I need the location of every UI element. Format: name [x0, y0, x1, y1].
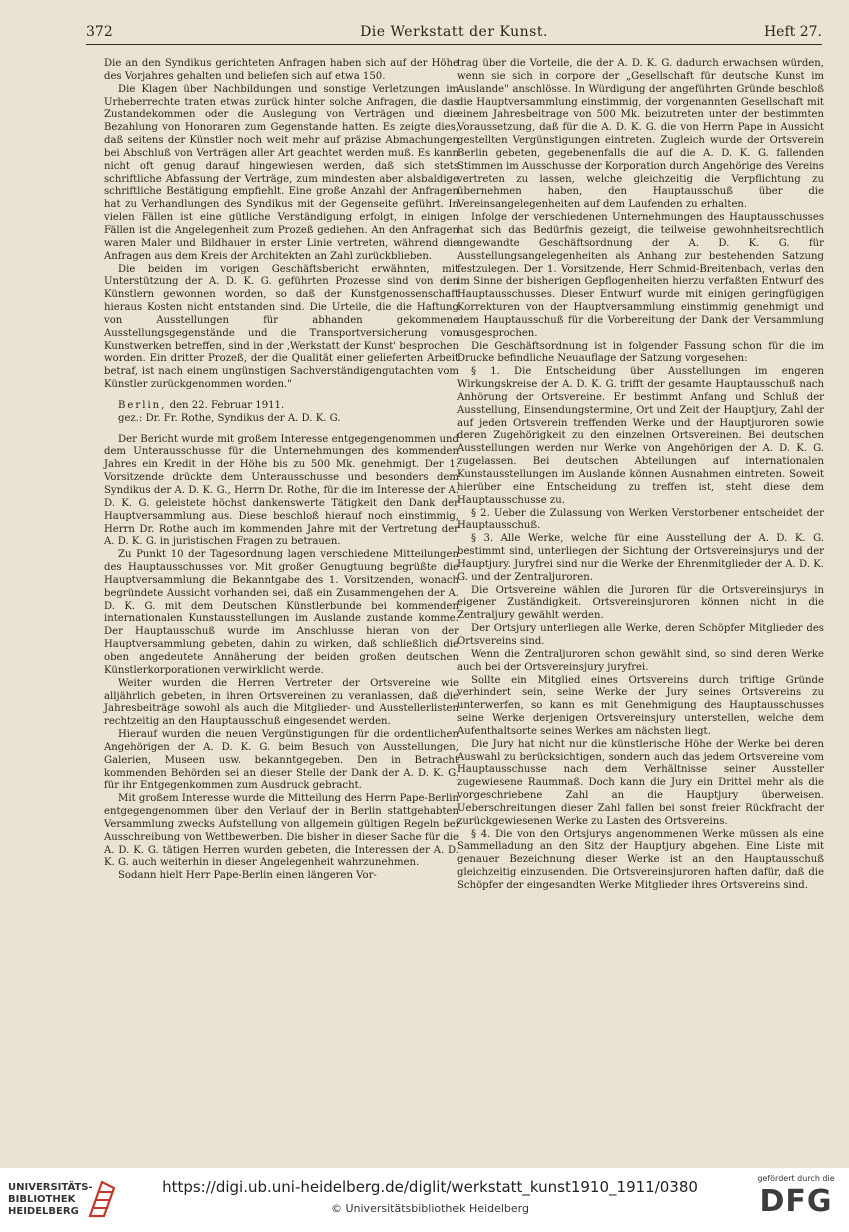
paragraph: Sollte ein Mitglied eines Ortsvereins durch triftige Gründe verhindert sein, seine Werke der Jury seines Ortsvereins zu unterwerfen, so kann es mit Genehmigung des Hauptausschusses seine Werke derjenigen Ortsvereinsjury unterstellen, welche dem Aufenthaltsorte seines Werkes am nächsten liegt. [457, 674, 824, 737]
paragraph: Zu Punkt 10 der Tagesordnung lagen verschiedene Mitteilungen des Hauptausschusses vor. Mit großer Genugtuung begrüßte die Hauptversammlung die Bekanntgabe des 1. Vorsitzenden, wonach begründete Aussicht vorhanden sei, daß ein Zusammengehen der A. D. K. G. mit dem Deutschen Künstlerbunde bei kommenden internationalen Kunstausstellungen im Auslande zustande komme. Der Hauptausschuß wurde im Anschlusse hieran von der Hauptversammlung gebeten, dahin zu wirken, daß schließlich die oben angedeutete Annäherung der beiden großen deutschen Künstlerkorporationen verwirklicht werde. [104, 549, 459, 676]
copyright-notice: © Universitätsbibliothek Heidelberg [330, 1202, 529, 1215]
permalink-url[interactable]: https://digi.ub.uni-heidelberg.de/diglit/werkstatt_kunst1910_1911/0380 [162, 1178, 698, 1196]
right-column [457, 58, 824, 893]
paragraph: Die Klagen über Nachbildungen und sonstige Verletzungen im Urheberrechte traten etwas zurück hinter solche Anfragen, die das Zustandekommen oder die Auslegung von Verträgen und die Bezahlung von Honoraren zum Gegenstande hatten. Es zeigte dies, daß seitens der Künstler noch weit mehr auf präzise Abmachungen bei Abschluß von Verträgen aller Art geachtet werden muß. Es kann nicht oft genug darauf hingewiesen werden, daß sich stets schriftliche Abfassung der Verträge, zum mindesten aber alsbaldige schriftliche Bestätigung empfiehlt. Eine große Anzahl der Anfragen hat zu Verhandlungen des Syndikus mit der Gegenseite geführt. In vielen Fällen ist eine gütliche Verständigung erfolgt, in einigen Fällen ist die Angelegenheit zum Prozeß gediehen. An den Anfragen waren Maler und Bildhauer in erster Linie vertreten, während die Anfragen aus dem Kreis der Architekten an Zahl zurückblieben. [104, 83, 459, 262]
page-header [86, 22, 822, 45]
paragraph: § 4. Die von den Ortsjurys angenommenen Werke müssen als eine Sammelladung an den Sitz der Hauptjury abgehen. Eine Liste mit genauer Bezeichnung dieser Werke ist an den Hauptausschuß gleichzeitig einzusenden. Die Ortsvereinsjuroren haften dafür, daß die Schöpfer der eingesandten Werke Mitglieder ihres Ortsvereins sind. [457, 828, 824, 891]
library-emblem-icon [84, 1178, 118, 1220]
library-name-line: BIBLIOTHEK [8, 1194, 76, 1205]
signature-line: gez.: Dr. Fr. Rothe, Syndikus der A. D. K. G. [118, 412, 341, 424]
page-number: 372 [86, 24, 113, 40]
paragraph: Der Bericht wurde mit großem Interesse entgegengenommen und dem Unterausschusse für die Unternehmungen des kommenden Jahres ein Kredit in der Höhe bis zu 500 Mk. genehmigt. Der 1. Vorsitzende drückte dem Unterausschusse und besonders dem Syndikus der A. D. K. G., Herrn Dr. Rothe, für die im Interesse der A. D. K. G. geleistete höchst dankenswerte Tätigkeit den Dank der Hauptversammlung aus. Diese beschloß hierauf noch einstimmig, Herrn Dr. Rothe auch im kommenden Jahre mit der Vertretung der A. D. K. G. in juristischen Fragen zu betrauen. [104, 433, 459, 548]
issue-number: Heft 27. [763, 24, 822, 40]
left-column [104, 58, 459, 883]
library-name-line: HEIDELBERG [8, 1206, 79, 1217]
paragraph: Die Ortsvereine wählen die Juroren für die Ortsvereinsjurys in eigener Zuständigkeit. Ortsvereinsjuroren können nicht in die Zentraljury gewählt werden. [457, 584, 824, 622]
date-text: den 22. Februar 1911. [169, 399, 285, 411]
paragraph: Infolge der verschiedenen Unternehmungen des Hauptausschusses hat sich das Bedürfnis gezeigt, die teilweise gewohnheitsrechtlich angewandte Geschäftsordnung der A. D. K. G. für Ausstellungsangelegenheiten als Anhang zur bestehenden Satzung festzulegen. Der 1. Vorsitzende, Herr Schmid-Breitenbach, verlas den im Sinne der bisherigen Gepflogenheiten hierzu verfaßten Entwurf des Hauptausschusses. Dieser Entwurf wurde mit einigen geringfügigen Korrekturen von der Hauptversammlung einstimmig genehmigt und dem Hauptausschuß für die Vorbereitung der Dank der Versammlung ausgesprochen. [457, 212, 824, 339]
paragraph: Mit großem Interesse wurde die Mitteilung des Herrn Pape-Berlin entgegengenommen über den Verlauf der in Berlin stattgehabten Versammlung zwecks Aufstellung von allgemein gültigen Regeln bei Ausschreibung von Wettbewerben. Die bisher in dieser Sache für die A. D. K. G. tätigen Herren wurden gebeten, die Interessen der A. D. K. G. auch weiterhin in dieser Angelegenheit wahrzunehmen. [104, 793, 459, 869]
viewer-footer [0, 1168, 849, 1232]
paragraph: Die beiden im vorigen Geschäftsbericht erwähnten, mit Unterstützung der A. D. K. G. geführten Prozesse sind von den Künstlern gewonnen worden, so daß der Kunstgenossenschaft hieraus Kosten nicht entstanden sind. Die Urteile, die die Haftung von Ausstellungen für abhanden gekommene Ausstellungsgegenstände und die Transportversicherung von Kunstwerken betreffen, sind in der ‚Werkstatt der Kunst' besprochen worden. Ein dritter Prozeß, der die Qualität einer gelieferten Arbeit betraf, ist nach einem ungünstigen Sachverständigengutachten vom Künstler zurückgenommen worden." [104, 263, 459, 391]
dfg-logo: DFG [759, 1184, 833, 1219]
paragraph: Hierauf wurden die neuen Vergünstigungen für die ordentlichen Angehörigen der A. D. K. G. beim Besuch von Ausstellungen, Galerien, Museen usw. bekanntgegeben. Den in Betracht kommenden Behörden sei an dieser Stelle der Dank der A. D. K. G. für ihr Entgegenkommen zum Ausdruck gebracht. [104, 729, 459, 792]
paragraph: Die Jury hat nicht nur die künstlerische Höhe der Werke bei deren Auswahl zu berücksichtigen, sondern auch das jedem Ortsvereine vom Hauptausschusse nach dem Verhältnisse seiner Aussteller zugewiesene Raummaß. Doch kann die Jury ein Drittel mehr als die vorgeschriebene Zahl an die Hauptjury überweisen. Ueberschreitungen dieser Zahl fallen bei sonst freier Rückfracht der zurückgewiesenen Werke zu Lasten des Ortsvereins. [457, 738, 824, 827]
paragraph: Wenn die Zentraljuroren schon gewählt sind, so sind deren Werke auch bei der Ortsvereinsjury juryfrei. [457, 648, 824, 673]
paragraph: trag über die Vorteile, die der A. D. K. G. dadurch erwachsen würden, wenn sie sich in corpore der „Gesellschaft für deutsche Kunst im Auslande" anschlösse. In Würdigung der angeführten Gründe beschloß die Hauptversammlung einstimmig, der vorgenannten Gesellschaft mit einem Jahresbeitrage von 500 Mk. beizutreten unter der bestimmten Voraussetzung, daß für die A. D. K. G. die von Herrn Pape in Aussicht gestellten Vergünstigungen eintreten. Zugleich wurde der Ortsverein Berlin gebeten, gegebenenfalls die auf die A. D. K. G. fallenden Stimmen im Ausschusse der Korporation durch Angehörige des Vereins vertreten zu lassen, welche gleichzeitig die Verpflichtung zu übernehmen haben, den Hauptausschuß über die Vereinsangelegenheiten auf dem Laufenden zu erhalten. [457, 58, 824, 211]
paragraph: Sodann hielt Herr Pape-Berlin einen längeren Vor- [118, 870, 377, 882]
date-line [104, 400, 459, 413]
paragraph: § 3. Alle Werke, welche für eine Ausstellung der A. D. K. G. bestimmt sind, unterliegen der Sichtung der Ortsvereinsjurys und der Hauptjury. Juryfrei sind nur die Werke der Ehrenmitglieder der A. D. K. G. und der Zentraljuroren. [457, 533, 824, 583]
funder-caption: gefördert durch die [757, 1174, 835, 1183]
running-title: Die Werkstatt der Kunst. [360, 24, 548, 40]
paragraph: § 2. Ueber die Zulassung von Werken Verstorbener entscheidet der Hauptausschuß. [457, 507, 824, 532]
library-name-line: UNIVERSITÄTS- [8, 1182, 93, 1193]
date-place: Berlin, [118, 399, 167, 411]
library-logo[interactable] [8, 1182, 93, 1218]
paragraph: Die Geschäftsordnung ist in folgender Fassung schon für die im Drucke befindliche Neuauflage der Satzung vorgesehen: [457, 340, 824, 365]
paragraph: Die an den Syndikus gerichteten Anfragen haben sich auf der Höhe des Vorjahres gehalten und beliefen sich auf etwa 150. [104, 58, 459, 82]
paragraph: Der Ortsjury unterliegen alle Werke, deren Schöpfer Mitglieder des Ortsvereins sind. [457, 623, 824, 647]
paragraph: § 1. Die Entscheidung über Ausstellungen im engeren Wirkungskreise der A. D. K. G. trifft der gesamte Hauptausschuß nach Anhörung der Ortsvereine. Er bestimmt Anfang und Schluß der Ausstellung, Einsendungstermine, Ort und Zeit der Hauptjury, Zahl der auf jeden Ortsverein treffenden Werke und der Hauptjuroren sowie deren Zugehörigkeit zu den einzelnen Ortsvereinen. Bei deutschen Ausstellungen werden nur Werke von Angehörigen der A. D. K. G. zugelassen. Bei deutschen Abteilungen auf internationalen Kunstausstellungen im Auslande können Ausnahmen eintreten. Soweit hierüber eine Entscheidung zu treffen ist, steht diese dem Hauptausschusse zu. [457, 366, 824, 506]
paragraph: Weiter wurden die Herren Vertreter der Ortsvereine wie alljährlich gebeten, in ihren Ortsvereinen zu veranlassen, daß die Jahresbeiträge sowohl als auch die Mitglieder- und Ausstellerlisten rechtzeitig an den Hauptausschuß eingesendet werden. [104, 677, 459, 728]
funder-logo[interactable] [751, 1174, 841, 1220]
